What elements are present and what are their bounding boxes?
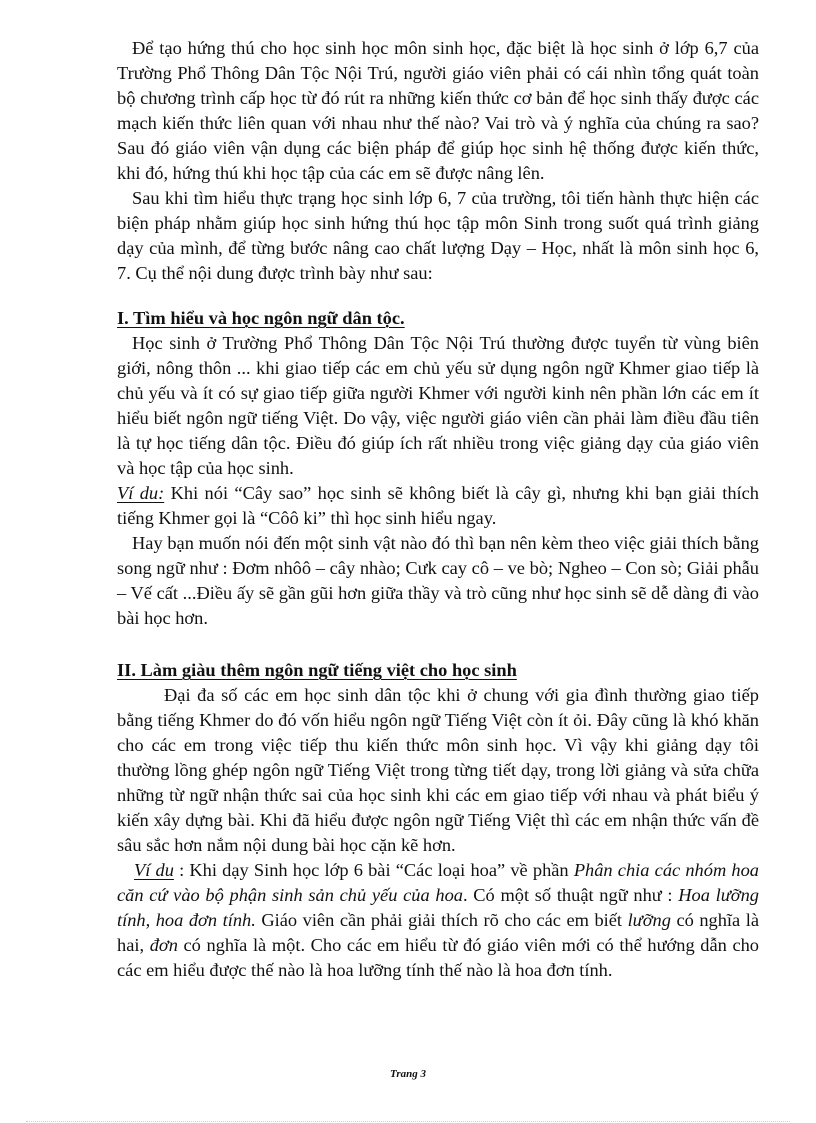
section-1-example <box>117 481 759 531</box>
section-2-paragraph-1: Đại đa số các em học sinh dân tộc khi ở chung với gia đình thường giao tiếp bằng tiếng Khmer do đó vốn hiểu ngôn ngữ Tiếng Việt còn ít ỏi. Đây cũng là khó khăn cho các em trong việc tiếp thu kiến thức môn sinh học. Vì vậy khi giảng dạy tôi thường lồng ghép ngôn ngữ Tiếng Việt trong từng tiết dạy, trong lời giảng và sửa chữa những từ ngữ nhận thức sai của học sinh khi các em giao tiếp với nhau và phát biểu ý kiến xây dựng bài. Khi đã hiểu được ngôn ngữ Tiếng Việt thì các em nhận thức vấn đề sâu sắc hơn nắm nội dung bài học cặn kẽ hơn. <box>117 685 759 855</box>
section-2-heading: II. Làm giàu thêm ngôn ngữ tiếng việt cho học sinh <box>117 660 517 680</box>
example-text: Khi nói “Cây sao” học sinh sẽ không biết là cây gì, nhưng khi bạn giải thích tiếng Khmer gọi là “Côô ki” thì học sinh hiểu ngay. <box>117 483 759 528</box>
section-1-paragraph-2: Hay bạn muốn nói đến một sinh vật nào đó thì bạn nên kèm theo việc giải thích bằng song ngữ như : Đơm nhôô – cây nhào; Cưk cay cô – ve bò; Ngheo – Con sò; Giải phẫu – Vế cất ...Điều ấy sẽ gần gũi hơn giữa thầy và trò cũng như học sinh sẽ dễ dàng đi vào bài học hơn. <box>117 533 759 628</box>
example-label: Ví du: <box>117 483 165 503</box>
document-page <box>117 36 759 983</box>
section-1-heading: I. Tìm hiểu và học ngôn ngữ dân tộc. <box>117 308 405 328</box>
section-1-paragraph-1: Học sinh ở Trường Phổ Thông Dân Tộc Nội Trú thường được tuyển từ vùng biên giới, nông thôn ... khi giao tiếp các em chủ yếu sử dụng ngôn ngữ Khmer giao tiếp là chủ yếu và ít có sự giao tiếp giữa người Khmer với người kinh nên phần lớn các em ít hiểu biết ngôn ngữ tiếng Việt. Do vậy, việc người giáo viên cần phải làm điều đầu tiên là tự học tiếng dân tộc. Điều đó giúp ích rất nhiều trong việc giảng dạy của giáo viên và học tập của học sinh. <box>117 333 759 478</box>
intro-paragraph-1: Để tạo hứng thú cho học sinh học môn sinh học, đặc biệt là học sinh ở lớp 6,7 của Trường Phổ Thông Dân Tộc Nội Trú, người giáo viên phải có cái nhìn tổng quát toàn bộ chương trình cấp học từ đó rút ra những kiến thức cơ bản để học sinh thấy được các mạch kiến thức liên quan với nhau như thế nào? Vai trò và ý nghĩa của chúng ra sao? Sau đó giáo viên vận dụng các biện pháp để giúp học sinh hệ thống được kiến thức, khi đó, hứng thú khi học tập của các em sẽ được nâng lên. <box>117 38 759 183</box>
page-number: Trang 3 <box>390 1068 426 1080</box>
page-bottom-divider <box>26 1121 790 1122</box>
intro-paragraph-2: Sau khi tìm hiểu thực trạng học sinh lớp 6, 7 của trường, tôi tiến hành thực hiện các biện pháp nhằm giúp học sinh hứng thú học tập môn Sinh trong suốt quá trình giảng dạy của mình, để từng bước nâng cao chất lượng Dạy – Học, nhất là môn sinh học 6, 7. Cụ thể nội dung được trình bày như sau: <box>117 188 759 283</box>
example-label-2: Ví du <box>134 860 174 880</box>
section-2-example: Ví du : Khi dạy Sinh học lớp 6 bài “Các loại hoa” về phần Phân chia các nhóm hoa căn cứ vào bộ phận sinh sản chủ yếu của hoa. Có một số thuật ngữ như : Hoa lưỡng tính, hoa đơn tính. Giáo viên cần phải giải thích rõ cho các em biết lưỡng có nghĩa là hai, đơn có nghĩa là một. Cho các em hiểu từ đó giáo viên mới có thể hướng dẫn cho các em hiểu được thế nào là hoa lưỡng tính thế nào là hoa đơn tính. <box>117 860 760 980</box>
